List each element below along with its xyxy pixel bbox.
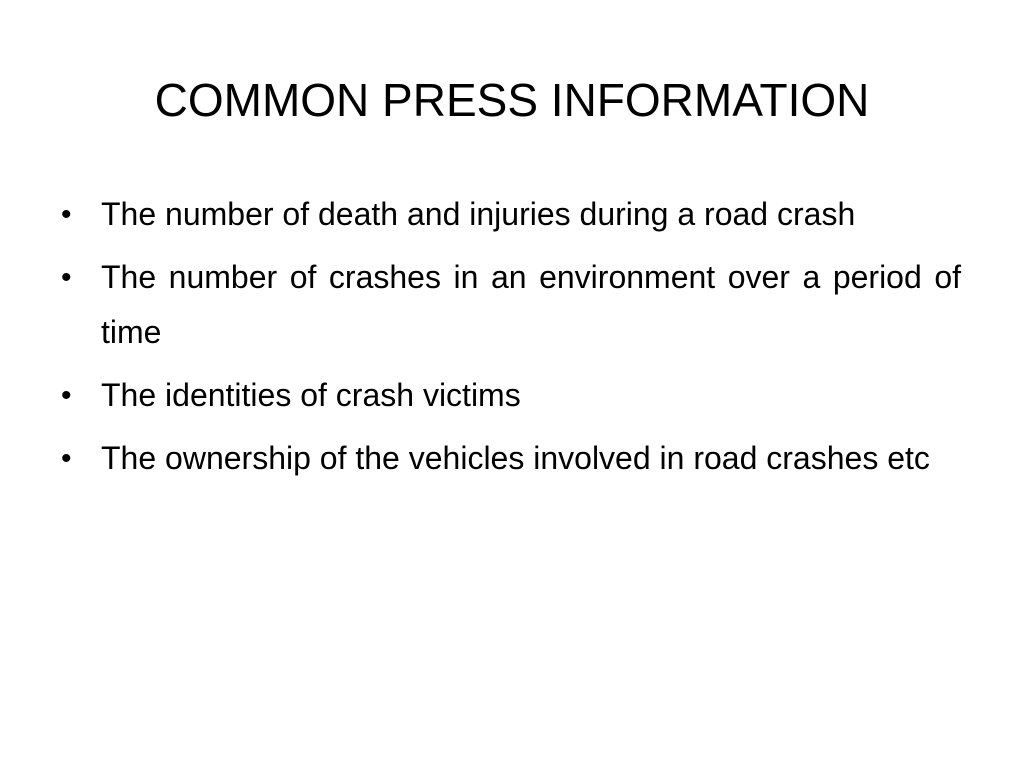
bullet-icon: •: [61, 379, 72, 412]
bullet-icon: •: [61, 261, 72, 294]
bullet-text: The number of death and injuries during a road crash: [101, 196, 856, 232]
bullet-icon: •: [61, 442, 72, 475]
bullet-item: [59, 250, 961, 360]
bullet-text: The identities of crash victims: [101, 377, 521, 413]
bullet-icon: •: [61, 198, 72, 231]
slide-title: COMMON PRESS INFORMATION: [154, 74, 870, 126]
bullet-item: [59, 368, 961, 423]
bullet-item: [59, 187, 961, 242]
bullet-text: The ownership of the vehicles involved in road crashes etc: [101, 440, 930, 476]
bullet-item: [59, 431, 961, 486]
bullet-list: [59, 187, 961, 494]
bullet-text: The number of crashes in an environment over a period of time: [101, 259, 961, 350]
